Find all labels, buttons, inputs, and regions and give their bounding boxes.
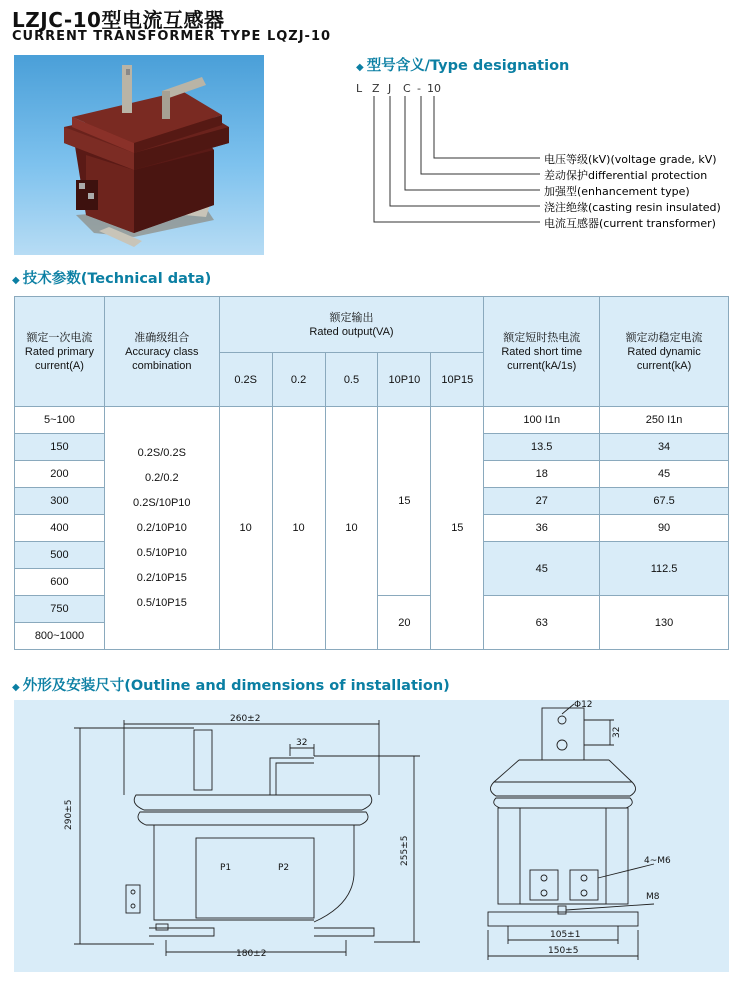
- accuracy-combos-cell: 0.2S/0.2S 0.2/0.2 0.2S/10P10 0.2/10P10 0.5/10P10 0.2/10P15 0.5/10P15: [104, 407, 219, 650]
- dynamic-cell: 90: [600, 515, 729, 542]
- diamond-bullet-icon: ◆: [12, 682, 20, 693]
- code-dash: -: [417, 82, 421, 95]
- primary-current-cell: 750: [15, 596, 105, 623]
- outline-drawing: [14, 700, 729, 972]
- header-dynamic: 额定动稳定电流 Rated dynamic current(kA): [600, 297, 729, 407]
- code-letter-z: Z: [372, 82, 380, 95]
- page-title: LZJC-10型电流互感器: [12, 8, 225, 32]
- diamond-bullet-icon: ◆: [12, 275, 20, 286]
- dim-right-height: 255±5: [400, 835, 410, 866]
- short-time-cell: 63: [484, 596, 600, 650]
- designation-leader-lines: [340, 94, 550, 230]
- dynamic-cell: 250 I1n: [600, 407, 729, 434]
- label-p2: P2: [278, 863, 290, 873]
- designation-heading: ◆ 型号含义/Type designation: [356, 58, 570, 74]
- header-rated-output: 额定输出 Rated output(VA): [219, 297, 484, 353]
- designation-casting: 浇注绝缘(casting resin insulated): [544, 201, 721, 214]
- code-voltage: 10: [427, 82, 441, 95]
- dynamic-cell: 112.5: [600, 542, 729, 596]
- header-accuracy-class: 准确级组合 Accuracy class combination: [104, 297, 219, 407]
- outline-drawing-svg: [14, 700, 729, 972]
- dim-total-height: 290±5: [64, 799, 74, 830]
- product-photo: [14, 55, 264, 255]
- primary-current-cell: 300: [15, 488, 105, 515]
- header-output-02: 0.2: [272, 353, 325, 407]
- designation-voltage: 电压等级(kV)(voltage grade, kV): [544, 153, 717, 166]
- dim-150: 150±5: [548, 946, 579, 956]
- header-output-02s: 0.2S: [219, 353, 272, 407]
- dynamic-cell: 67.5: [600, 488, 729, 515]
- dynamic-cell: 45: [600, 461, 729, 488]
- short-time-cell: 36: [484, 515, 600, 542]
- designation-enhancement: 加强型(enhancement type): [544, 185, 690, 198]
- dim-top-width: 260±2: [230, 714, 261, 724]
- output-02-cell: 10: [272, 407, 325, 650]
- header-short-time: 额定短时热电流 Rated short time current(kA/1s): [484, 297, 600, 407]
- designation-ct: 电流互感器(current transformer): [544, 217, 716, 230]
- code-letter-c: C: [403, 82, 411, 95]
- technical-data-table: [14, 296, 729, 650]
- short-time-cell: 27: [484, 488, 600, 515]
- dim-base-width: 180±2: [236, 949, 267, 959]
- short-time-cell: 100 I1n: [484, 407, 600, 434]
- dim-terminal-width: 32: [296, 738, 308, 748]
- dim-side-32: 32: [612, 726, 622, 738]
- output-10p15-cell: 15: [431, 407, 484, 650]
- short-time-cell: 45: [484, 542, 600, 596]
- designation-differential: 差动保护differential protection: [544, 169, 708, 182]
- label-p1: P1: [220, 863, 232, 873]
- primary-current-cell: 150: [15, 434, 105, 461]
- output-05-cell: 10: [325, 407, 378, 650]
- outline-heading: ◆ 外形及安装尺寸(Outline and dimensions of installation): [12, 678, 450, 694]
- dynamic-cell: 130: [600, 596, 729, 650]
- page-subtitle: CURRENT TRANSFORMER TYPE LQZJ-10: [12, 29, 332, 44]
- output-10p10-cell: 20: [378, 596, 431, 650]
- primary-current-cell: 800~1000: [15, 623, 105, 650]
- dim-105: 105±1: [550, 930, 581, 940]
- primary-current-cell: 500: [15, 542, 105, 569]
- output-10p10-cell: 15: [378, 407, 431, 596]
- dynamic-cell: 34: [600, 434, 729, 461]
- primary-current-cell: 600: [15, 569, 105, 596]
- diamond-bullet-icon: ◆: [356, 62, 364, 73]
- primary-current-cell: 400: [15, 515, 105, 542]
- short-time-cell: 13.5: [484, 434, 600, 461]
- header-primary-current: 额定一次电流 Rated primary current(A): [15, 297, 105, 407]
- label-m6: 4~M6: [644, 856, 671, 866]
- dim-phi: Φ12: [574, 700, 593, 710]
- short-time-cell: 18: [484, 461, 600, 488]
- code-letter-j: J: [388, 82, 392, 95]
- header-output-10p15: 10P15: [431, 353, 484, 407]
- primary-current-cell: 200: [15, 461, 105, 488]
- header-output-05: 0.5: [325, 353, 378, 407]
- header-output-10p10: 10P10: [378, 353, 431, 407]
- label-m8: M8: [646, 892, 660, 902]
- technical-heading: ◆ 技术参数(Technical data): [12, 271, 212, 287]
- primary-current-cell: 5~100: [15, 407, 105, 434]
- transformer-photo-image: [14, 55, 264, 255]
- output-02s-cell: 10: [219, 407, 272, 650]
- code-letter-l: L: [356, 82, 363, 95]
